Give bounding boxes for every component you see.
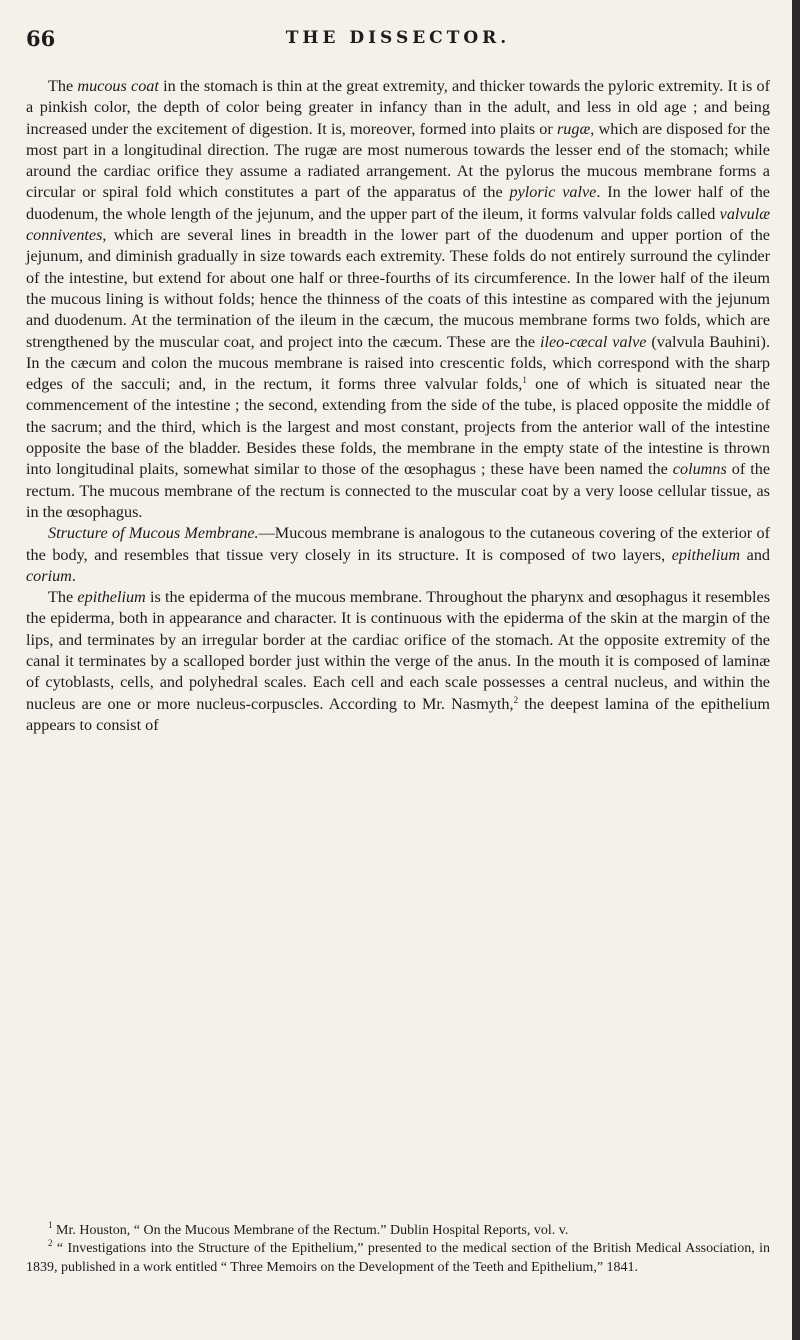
text-run: the deepest lamina of the epithelium appears to consist of [26, 694, 770, 734]
footnote-marker: 2 [513, 694, 519, 705]
paragraph [26, 587, 770, 736]
italic-term: corium [26, 566, 72, 585]
page-edge [792, 0, 800, 1340]
footnotes [26, 1222, 770, 1277]
text-run: is the epiderma of the mucous membrane. Throughout the pharynx and œsophagus it resembles the epiderma, both in appearance and character. It is continuous with the epiderma of the skin at the margin of the lips, and terminates by an irregular border at the cardiac orifice of the stomach. At the opposite extremity of the canal it terminates by a scalloped border just within the verge of the anus. In the mouth it is composed of laminæ of cytoblasts, cells, and polyhedral scales. Each cell and each scale possesses a central nucleus, and within the nucleus are one or more nucleus-corpuscles. According to Mr. Nasmyth, [26, 588, 770, 713]
text-run: and [740, 545, 771, 564]
italic-term: Structure of Mucous Membrane. [48, 524, 259, 543]
text-run: The [48, 77, 78, 95]
italic-term: mucous coat [77, 77, 159, 95]
text-run: of the rectum. The mucous membrane of the rectum is connected to the muscular coat by a very loose cellular tissue, as in the œsophagus. [26, 460, 770, 521]
text-run: in the stomach is thin at the great extremity, and thicker towards the pyloric extremity. It is of a pinkish color, the depth of color being greater in infancy than in the adult, and less in old age ; and being increased under the excitement of digestion. It is, moreover, formed into plaits or [26, 77, 771, 138]
italic-term: epithelium [671, 545, 741, 564]
italic-term: ileo-cæcal valve [539, 332, 647, 351]
text-run: The [48, 588, 78, 607]
body-text [26, 76, 770, 736]
footnote-marker: 1 [522, 375, 527, 386]
italic-term: rugæ [556, 119, 591, 138]
paragraph [26, 76, 770, 523]
paragraph [26, 523, 770, 587]
page-header [26, 26, 770, 62]
text-run: . [71, 566, 76, 585]
footnote [26, 1222, 770, 1240]
text-run: . In the lower half of the duodenum, the whole length of the jejunum, and the upper part of the ileum, it forms valvular folds called [26, 183, 770, 223]
italic-term: epithelium [77, 588, 146, 607]
footnote [26, 1240, 770, 1277]
text-run: , which are disposed for the most part in a longitudinal direction. The rugæ are most numerous towards the lesser end of the stomach; while around the cardiac orifice they assume a radiated arrangement. At the pylorus the mucous membrane forms a circular or spiral fold which constitutes a part of the apparatus of the [26, 119, 770, 202]
italic-term: valvulæ conniventes [26, 204, 770, 245]
text-run: —Mucous membrane is analogous to the cutaneous covering of the exterior of the body, and resembles that tissue very closely in its structure. It is composed of two layers, [26, 524, 770, 564]
footnote-marker: 1 [48, 1220, 53, 1230]
page-number: 66 [26, 26, 56, 51]
italic-term: pyloric valve [509, 183, 597, 202]
italic-term: columns [672, 460, 727, 479]
footnote-marker: 2 [48, 1238, 53, 1249]
text-run: , which are several lines in breadth in the lower part of the duodenum and upper portion of the jejunum, and diminish gradually in size towards each extremity. These folds do not entirely surround the cylinder of the intestine, but extend for about one half or three-fourths of its circumference. In the lower half of the ileum the mucous lining is without folds; hence the thinness of the coats of this intestine as compared with the jejunum and duodenum. At the termination of the ileum in the cæcum, the mucous membrane forms two folds, which are strengthened by the muscular coat, and project into the cæcum. These are the [26, 226, 770, 351]
running-title: THE DISSECTOR. [285, 28, 511, 48]
text-run: “ Investigations into the Structure of the Epithelium,” presented to the medical section of the British Medical Association, in 1839, published in a work entitled “ Three Memoirs on the Development of the Teeth and Epithelium,” 1841. [26, 1241, 770, 1275]
text-run: (valvula Bauhini). In the cæcum and colon the mucous membrane is raised into crescentic folds, which correspond with the sharp edges of the sacculi; and, in the rectum, it forms three valvular folds, [26, 332, 770, 394]
text-run: one of which is situated near the commencement of the intestine ; the second, extending from the side of the tube, is placed opposite the middle of the sacrum; and the third, which is the largest and most constant, projects from the anterior wall of the intestine opposite the base of the bladder. Besides these folds, the membrane in the empty state of the intestine is thrown into longitudinal plaits, somewhat similar to those of the œsophagus ; these have been named the [26, 375, 770, 479]
text-run: Mr. Houston, “ On the Mucous Membrane of the Rectum.” Dublin Hospital Reports, vol. v. [52, 1223, 569, 1238]
